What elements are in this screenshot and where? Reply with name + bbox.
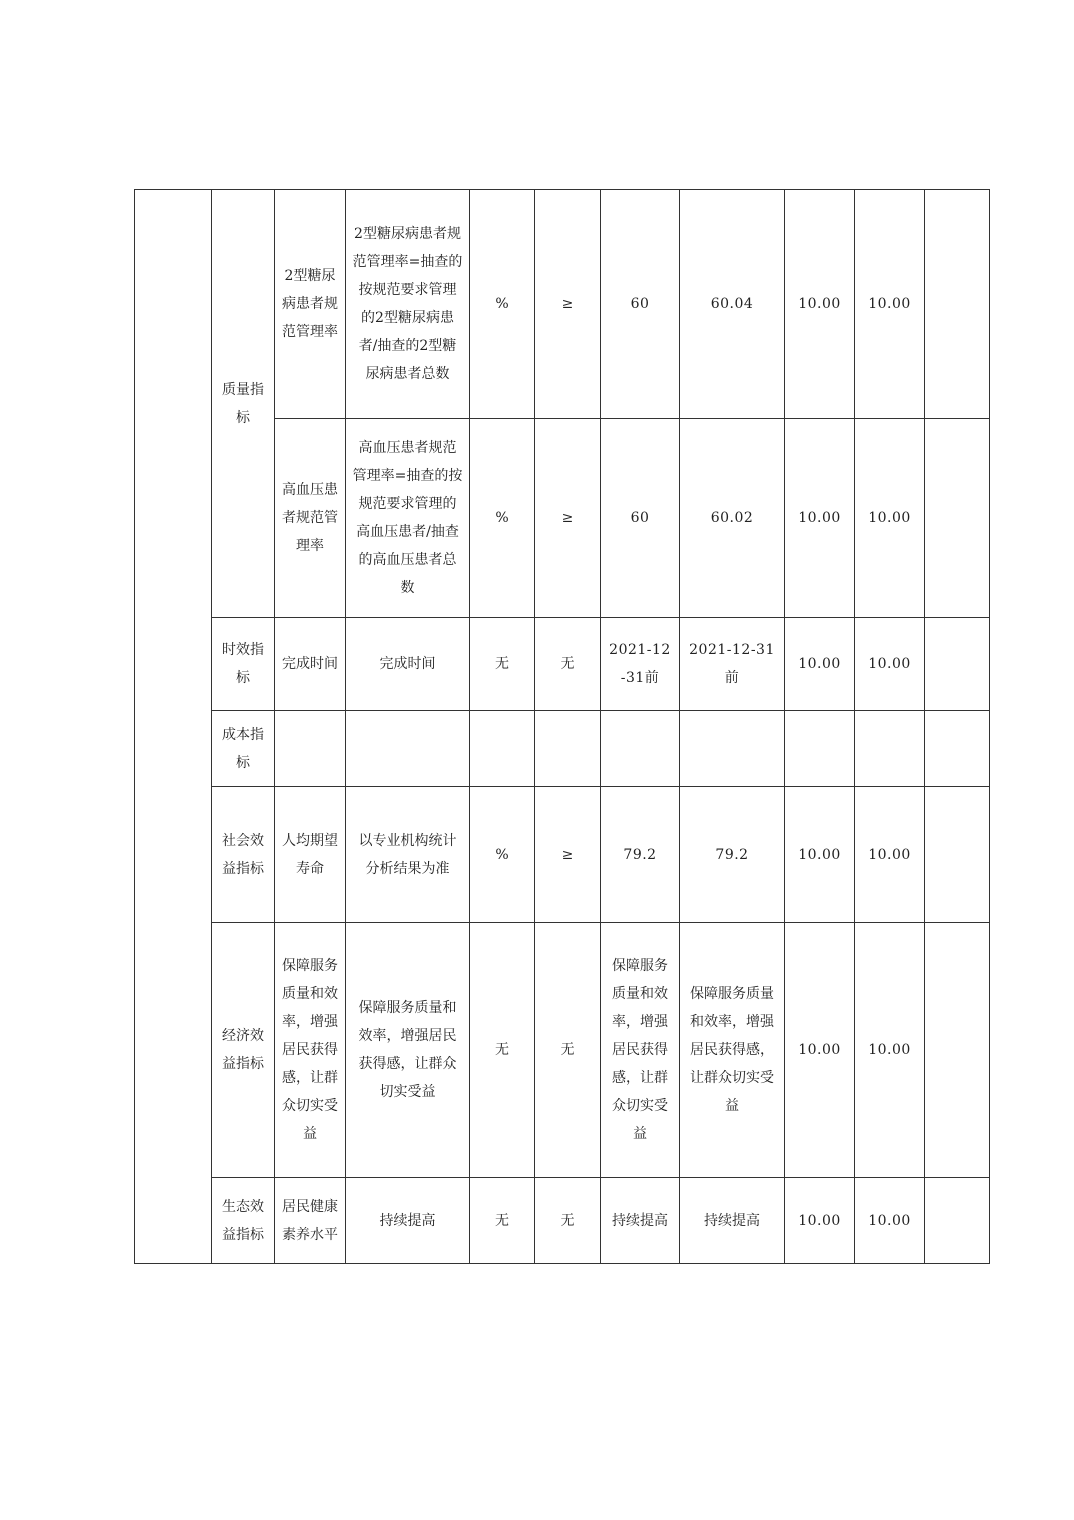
actual-cell [680,711,785,787]
actual-cell: 2021-12-31前 [680,618,785,711]
indicator-cell: 高血压患者规范管理率 [275,419,346,618]
operator-cell: 无 [535,1178,601,1264]
actual-cell: 60.04 [680,190,785,419]
indicator-cell: 保障服务质量和效率，增强居民获得感，让群众切实受益 [275,923,346,1178]
target-cell: 60 [601,190,680,419]
unit-cell: 无 [470,618,535,711]
table-row [135,711,990,787]
unit-cell [470,711,535,787]
definition-cell [346,711,470,787]
weight-cell: 10.00 [785,923,855,1178]
remark-cell [925,787,990,923]
weight-cell: 10.00 [785,190,855,419]
weight-cell [785,711,855,787]
target-cell: 持续提高 [601,1178,680,1264]
definition-cell: 完成时间 [346,618,470,711]
unit-cell: % [470,190,535,419]
score-cell: 10.00 [855,787,925,923]
actual-cell: 保障服务质量和效率，增强居民获得感，让群众切实受益 [680,923,785,1178]
category-cell: 质量指标 [212,190,275,618]
unit-cell: % [470,419,535,618]
category-cell: 成本指标 [212,711,275,787]
score-cell: 10.00 [855,190,925,419]
score-cell: 10.00 [855,923,925,1178]
actual-cell: 60.02 [680,419,785,618]
weight-cell: 10.00 [785,618,855,711]
indicator-cell: 2型糖尿病患者规范管理率 [275,190,346,419]
remark-cell [925,711,990,787]
definition-cell: 持续提高 [346,1178,470,1264]
score-cell [855,711,925,787]
weight-cell: 10.00 [785,1178,855,1264]
actual-cell: 79.2 [680,787,785,923]
operator-cell: ≥ [535,419,601,618]
operator-cell: 无 [535,923,601,1178]
indicator-cell: 完成时间 [275,618,346,711]
target-cell: 保障服务质量和效率，增强居民获得感，让群众切实受益 [601,923,680,1178]
performance-indicator-table [134,189,990,1264]
definition-cell: 保障服务质量和效率，增强居民获得感，让群众切实受益 [346,923,470,1178]
target-cell [601,711,680,787]
category-cell: 生态效益指标 [212,1178,275,1264]
operator-cell [535,711,601,787]
indicator-cell: 居民健康素养水平 [275,1178,346,1264]
table-row [135,1178,990,1264]
remark-cell [925,190,990,419]
definition-cell: 高血压患者规范管理率=抽查的按规范要求管理的高血压患者/抽查的高血压患者总数 [346,419,470,618]
table-row [135,787,990,923]
unit-cell: 无 [470,923,535,1178]
operator-cell: ≥ [535,190,601,419]
target-cell: 79.2 [601,787,680,923]
category-cell: 时效指标 [212,618,275,711]
category-cell: 社会效益指标 [212,787,275,923]
score-cell: 10.00 [855,618,925,711]
unit-cell: % [470,787,535,923]
score-cell: 10.00 [855,419,925,618]
remark-cell [925,923,990,1178]
remark-cell [925,1178,990,1264]
weight-cell: 10.00 [785,787,855,923]
remark-cell [925,618,990,711]
target-cell: 60 [601,419,680,618]
table-row [135,190,990,419]
definition-cell: 2型糖尿病患者规范管理率=抽查的按规范要求管理的2型糖尿病患者/抽查的2型糖尿病患者总数 [346,190,470,419]
indicator-cell [275,711,346,787]
definition-cell: 以专业机构统计分析结果为准 [346,787,470,923]
remark-cell [925,419,990,618]
actual-cell: 持续提高 [680,1178,785,1264]
operator-cell: ≥ [535,787,601,923]
weight-cell: 10.00 [785,419,855,618]
indicator-cell: 人均期望寿命 [275,787,346,923]
target-cell: 2021-12-31前 [601,618,680,711]
category-cell: 经济效益指标 [212,923,275,1178]
first-level-cell [135,190,212,1264]
unit-cell: 无 [470,1178,535,1264]
table-row [135,618,990,711]
score-cell: 10.00 [855,1178,925,1264]
table-row [135,923,990,1178]
operator-cell: 无 [535,618,601,711]
